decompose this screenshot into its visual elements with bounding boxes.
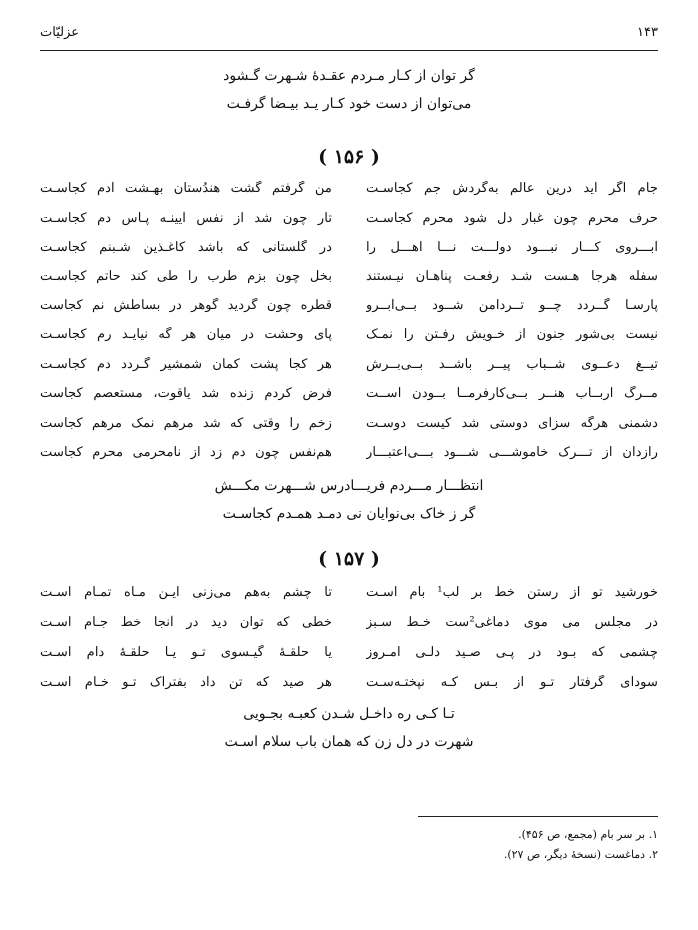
couplet-row <box>40 438 658 466</box>
verse-hemistich: سفله هرجا هـست شـد رفعـت پناهـان نیـستند <box>366 268 658 284</box>
page-header <box>40 20 658 44</box>
footnote-1: ۱. بر سر بام (مجمع، ص ۴۵۶). <box>518 828 658 841</box>
couplet-row <box>40 608 658 636</box>
ghazal-156-closing-line-2: گر ز خاک بی‌نوایان نی دمـد همـدم کجاسـت <box>222 506 476 522</box>
verse-hemistich: در گلستانی که باشد کاغـذین شـبنم کجاسـت <box>40 239 332 255</box>
footnote-2: ۲. دماغست (نسخهٔ دیگر، ص ۲۷). <box>503 848 658 861</box>
verse-hemistich: رازدان از تـــرک خاموشـــی شـــود بـــی‌اعتبـــار <box>366 444 658 460</box>
verse-hemistich: چشمی که بـود در پـی صـید دلـی امـروز <box>366 644 658 660</box>
couplet-row <box>40 262 658 290</box>
verse-hemistich: زخم را وقتی که شد مرهم نمک مرهم کجاست <box>40 415 332 431</box>
verse-hemistich: یا حلقـهٔ گیـسوی تـو یـا حلقـهٔ دام اسـت <box>40 644 332 660</box>
verse-hemistich: جام اگر آید درین عالم به‌گردش جم کجاسـت <box>366 180 658 196</box>
ghazal-157-title: ( ۱۵۷ ) <box>318 548 380 570</box>
ghazal-157-closing-line-2: شهرت در دل زن که همان باب سلام اسـت <box>224 734 474 750</box>
verse-hemistich: آبـــروی کـــار نبـــود دولـــت نـــا اهـــل را <box>366 239 658 255</box>
verse-hemistich: پارسـا گــردد چــو تــردامن شــود بــی‌آبــرو <box>366 297 658 313</box>
footnote-divider <box>418 816 658 817</box>
verse-hemistich: هر کجا پشت کمان شمشیر گـردد دم کجاسـت <box>40 356 332 372</box>
couplet-row <box>40 668 658 696</box>
intro-verse-line-2: می‌توان از دست خود کـار یـد بیـضا گرفـت <box>226 96 472 112</box>
verse-hemistich: بخل چون بزم طرب را طی کند حاتم کجاسـت <box>40 268 332 284</box>
verse-hemistich: هر صید که تن داد بفتراک تـو خـام اسـت <box>40 674 332 690</box>
verse-hemistich: تیــغ دعــوی شــباب پیــر باشــد بــی‌بــرش <box>366 356 658 372</box>
couplet-row <box>40 578 658 606</box>
verse-hemistich: قطره چون گردید گوهر در بساطش نم کجاست <box>40 297 332 313</box>
verse-hemistich: من گرفتم گشت هندُستان بهـشت آدم کجاسـت <box>40 180 332 196</box>
verse-hemistich: در مجلس می موی دماغی²ست خـط سـبز <box>366 614 658 630</box>
running-title: عزلیّات <box>40 24 80 40</box>
couplet-row <box>40 174 658 202</box>
ghazal-157-closing-line-1: تـا کـی ره داخـل شـدن کعبـه بجـویی <box>243 706 455 722</box>
verse-hemistich: تار چون شد از نفس آیینـه پـاس دم کجاسـت <box>40 210 332 226</box>
couplet-row <box>40 204 658 232</box>
couplet-row <box>40 291 658 319</box>
verse-hemistich: تا چشم به‌هم می‌زنی ایـن مـاه تمـام اسـت <box>40 584 332 600</box>
verse-hemistich: هم‌نفس چون دم زد از نامحرمی محرم کجاست <box>40 444 332 460</box>
couplet-row <box>40 638 658 666</box>
couplet-row <box>40 320 658 348</box>
ghazal-156-title: ( ۱۵۶ ) <box>318 146 380 168</box>
page-number: ۱۴۳ <box>637 24 658 40</box>
couplet-row <box>40 233 658 261</box>
verse-hemistich: دشمنی هرگه سزای دوستی شد کیست دوسـت <box>366 415 658 431</box>
couplet-row <box>40 379 658 407</box>
couplet-row <box>40 350 658 378</box>
verse-hemistich: مــرگ اربــاب هنــر بــی‌کارفرمــا بــودن اســت <box>366 385 658 401</box>
verse-hemistich: نیست بی‌شور جنون از خـویش رفـتن را نمـک <box>366 326 658 342</box>
header-divider <box>40 50 658 51</box>
ghazal-156-closing-line-1: انتظـــار مـــردم فریـــادرس شـــهرت مکـــش <box>214 478 484 494</box>
verse-hemistich: خورشید تو از رستن خط بر لب¹ بام اسـت <box>366 584 658 600</box>
intro-verse-line-1: گر توان از کـار مـردم عقـدهٔ شـهرت گـشود <box>223 68 475 84</box>
verse-hemistich: فرض کردم زنده شد یاقوت، مستعصم کجاست <box>40 385 332 401</box>
verse-hemistich: خطی که توان دید در آنجا خط جـام اسـت <box>40 614 332 630</box>
couplet-row <box>40 409 658 437</box>
verse-hemistich: پای وحشت در میان هر گه نیایـد رم کجاسـت <box>40 326 332 342</box>
verse-hemistich: حرف محرم چون غبار دل شود محرم کجاسـت <box>366 210 658 226</box>
verse-hemistich: سودای گرفتار تـو از بـس کـه نپختـه‌سـت <box>366 674 658 690</box>
